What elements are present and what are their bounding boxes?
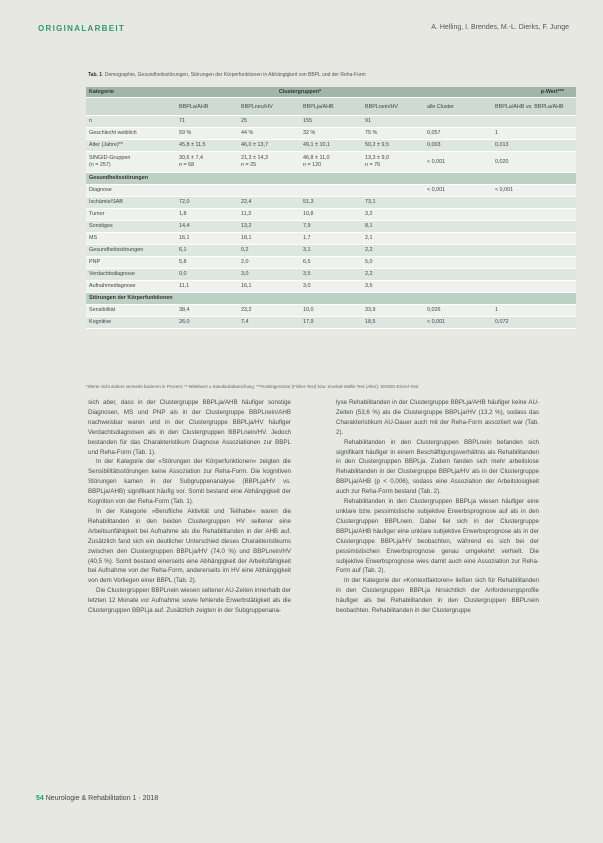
paragraph: In der Kategorie der »Störungen der Körperfunktionen« zeigten die Sensibilitätsstörungen keine Assoziation zur Reha-Form. Die kognitiven Störungen kamen in der Subgruppenanalyse (BBPLja/HV vs. BBPLja/AHB) signifikant häufig vor. Somit bestand eine Abhängigkeit der Kognition von der Reha-Form (Tab. 1). xyxy=(88,458,291,506)
table-cell xyxy=(424,245,492,257)
subheader-cell: BBPLneu/HV xyxy=(238,98,300,116)
table-cell: 45,8 ± 11,5 xyxy=(176,140,238,152)
row-label: MS xyxy=(86,233,176,245)
table-row xyxy=(86,257,576,269)
table-row xyxy=(86,185,576,197)
paragraph: sich aber, dass in der Clustergruppe BBPLja/AHB häufiger sonstige Diagnosen, MS und PNP als in der Clustergruppe BBPLnein/AHB nachweisbar waren und in der Clustergruppe BBPLja/HV häufiger Verdachtsdiagnosen als in den Clustergruppen BBPLnein/HV. Jedoch bestanden für das Charakteristikum Diagnose Assoziationen zur BBPL und Reha-Form (Tab. 1). xyxy=(88,399,291,456)
table-cell: 7,4 xyxy=(238,317,300,329)
authors-line: A. Helling, I. Brendes, M.-L. Dierks, F. Junge xyxy=(431,24,569,31)
table-cell: 18,1 xyxy=(238,233,300,245)
row-label: n xyxy=(86,116,176,128)
table-cell: 71 xyxy=(176,116,238,128)
subheader-cell: alle Cluster xyxy=(424,98,492,116)
table-cell: 33,9 xyxy=(362,305,424,317)
table-cell: 11,1 xyxy=(176,281,238,293)
table-cell: 51,3 xyxy=(300,197,362,209)
table-cell: 8,1 xyxy=(362,221,424,233)
paragraph: Rehabilitanden in den Clustergruppen BBPLja wiesen häufiger eine unklare bzw. pessimistische subjektive Erwerbsprognose auf als in den Clustergruppen BBPLnein. Dabei fiel sich in der Clustergruppe BBPLja/AHB häufiger eine unklare subjektive Erwerbsprognose als in der Clustergruppe BBPLja/HV beobachten, während es sich bei der pessimistischen Erwerbsprognose genau umgekehrt verhielt. Die subjektive Erwerbsprognose wies damit auch eine Assoziation zur Reha-Form auf (Tab. 2). xyxy=(336,498,539,575)
data-table xyxy=(86,87,576,329)
row-label: Störungen der Körperfunktionen xyxy=(86,293,576,305)
table-cell: 16,1 xyxy=(238,281,300,293)
table-cell: 10,8 xyxy=(300,209,362,221)
table-cell: 0,026 xyxy=(424,305,492,317)
table-cell: 3,2 xyxy=(362,209,424,221)
table-cell: < 0,001 xyxy=(492,185,576,197)
table-cell xyxy=(238,185,300,197)
table-cell: 59 % xyxy=(176,128,238,140)
row-label: Sonstiges xyxy=(86,221,176,233)
row-label: Diagnose xyxy=(86,185,176,197)
table-cell: 26,0 xyxy=(176,317,238,329)
table-cell: 46,8 ± 11,0 n = 120 xyxy=(300,152,362,173)
table-cell xyxy=(492,209,576,221)
table-cell: 46,0 ± 13,7 xyxy=(238,140,300,152)
table-row xyxy=(86,305,576,317)
table-cell: 16,1 xyxy=(176,233,238,245)
row-label: PNP xyxy=(86,257,176,269)
table-cell: 73,1 xyxy=(362,197,424,209)
table-cell: 2,2 xyxy=(362,245,424,257)
table-cell: 18,5 xyxy=(362,317,424,329)
table-cell: 75 % xyxy=(362,128,424,140)
table-row xyxy=(86,209,576,221)
body-column-left xyxy=(88,398,291,616)
table-cell: 13,3 ± 9,0 n = 76 xyxy=(362,152,424,173)
table-cell xyxy=(492,257,576,269)
table-row xyxy=(86,221,576,233)
table-cell: 30,6 ± 7,4 n = 68 xyxy=(176,152,238,173)
table-cell: 2,2 xyxy=(362,269,424,281)
table-cell: 5,8 xyxy=(176,257,238,269)
table-cell xyxy=(424,269,492,281)
table-cell: 38,4 xyxy=(176,305,238,317)
paragraph: Die Clustergruppen BBPLnein wiesen seltener AU-Zeiten innerhalb der letzten 12 Monate vor Aufnahme sowie fehlende Erwerbstätigkeit als die Clustergruppen BBPLja auf. Zusätzlich zeigten in der Subgruppenana- xyxy=(88,587,291,615)
table-cell: 91 xyxy=(362,116,424,128)
table-cell: 6,5 xyxy=(300,257,362,269)
page-number: 54 xyxy=(36,795,44,802)
subheader-cell: BBPLa/AHB xyxy=(176,98,238,116)
table-cell xyxy=(424,197,492,209)
table-cell xyxy=(492,233,576,245)
row-label: SINGID-Gruppen (n = 257) xyxy=(86,152,176,173)
table-cell: 6,1 xyxy=(176,245,238,257)
table-cell: 23,2 xyxy=(238,305,300,317)
table-cell: 49,1 ± 10,1 xyxy=(300,140,362,152)
table-cell: 44 % xyxy=(238,128,300,140)
section-label: ORIGINALARBEIT xyxy=(38,24,126,33)
table-caption-text: : Demographie, Gesundheitsstörungen, Störungen der Körperfunktionen in Abhängigkeit von BBPL und der Reha-Form xyxy=(102,72,366,78)
table-row xyxy=(86,197,576,209)
table-cell xyxy=(424,257,492,269)
table-cell: 21,3 ± 14,3 n = 25 xyxy=(238,152,300,173)
row-label: Geschlecht weiblich xyxy=(86,128,176,140)
table-cell: 0,2 xyxy=(238,245,300,257)
table-body xyxy=(86,116,576,329)
table-row xyxy=(86,281,576,293)
row-label: Sensibilität xyxy=(86,305,176,317)
table-cell xyxy=(424,221,492,233)
table-cell: 22,4 xyxy=(238,197,300,209)
table-header-row xyxy=(86,87,576,98)
table-cell: 0,013 xyxy=(492,140,576,152)
table-cell xyxy=(362,185,424,197)
table-row xyxy=(86,140,576,152)
table-cell xyxy=(492,245,576,257)
table-cell: 3,5 xyxy=(300,269,362,281)
table-cell: 7,9 xyxy=(300,221,362,233)
table-cell: 14,4 xyxy=(176,221,238,233)
body-column-right xyxy=(336,398,539,616)
subheader-empty xyxy=(86,98,176,116)
table-cell: 0,003 xyxy=(424,140,492,152)
header-kategorie: Kategorie xyxy=(86,87,176,98)
table-caption xyxy=(88,72,558,78)
table-cell xyxy=(492,269,576,281)
table-cell xyxy=(424,233,492,245)
page-footer xyxy=(36,795,158,802)
table-cell: 11,3 xyxy=(238,209,300,221)
table-cell xyxy=(492,221,576,233)
table-cell xyxy=(424,209,492,221)
table-cell xyxy=(176,185,238,197)
table-row xyxy=(86,116,576,128)
table-cell: 50,2 ± 9,5 xyxy=(362,140,424,152)
paragraph: In der Kategorie »Berufliche Aktivität und Teilhabe« waren die Rehabilitanden in den beiden Clustergruppen HV seltener eine Arbeitsunfähigkeit bei Aufnahme als die Rehabilitanden in der AHB auf. Zusätzlich fand sich ein deutlicher Unterschied dieses Charakteristikums zwischen den Clustergruppen BBPLja/HV (74,0 %) und BBPLnein/HV (40,5 %). Somit bestand einerseits eine Abhängigkeit der Arbeitsfähigkeit bei Aufnahme von der Reha-Form, andererseits im HV eine Abhängigkeit von dem Vorliegen einer BBPL (Tab. 2). xyxy=(88,507,291,585)
table-row xyxy=(86,317,576,329)
table-cell: 2,1 xyxy=(362,233,424,245)
table-row xyxy=(86,128,576,140)
row-label: Alter (Jahre)** xyxy=(86,140,176,152)
table-cell: 1,7 xyxy=(300,233,362,245)
table-section-row xyxy=(86,173,576,185)
table-subheader-row xyxy=(86,98,576,116)
table-cell: 3,5 xyxy=(362,281,424,293)
table-row xyxy=(86,152,576,173)
table-cell xyxy=(300,185,362,197)
table-cell: 0,057 xyxy=(424,128,492,140)
table-section-row xyxy=(86,293,576,305)
table-row xyxy=(86,245,576,257)
table-cell: 13,2 xyxy=(238,221,300,233)
table-cell: 2,0 xyxy=(238,257,300,269)
paragraph: In der Kategorie der »Kontextfaktoren« ließen sich für Rehabilitanden in den Clustergruppen BBPLja hinsichtlich der Anforderungsprofile häufiger als bei Rehabilitanden in den Clustergruppen BBPLnein beobachten. Rehabilitanden in der Clustergruppe xyxy=(336,577,539,615)
table-cell xyxy=(492,116,576,128)
table-footnote: *Werte nicht anders vermerkt basieren in Prozent; ** Mittelwert ± Standardabweichung; ***Kontingenztest (Fisher-Test) bzw. Kruskal-Wallis-Test (Alter); SINGID-Einzel-Test xyxy=(86,384,419,389)
table-cell: 0,072 xyxy=(492,317,576,329)
table-cell: 72,0 xyxy=(176,197,238,209)
table-cell: 1 xyxy=(492,305,576,317)
table-cell: 25 xyxy=(238,116,300,128)
table-cell xyxy=(492,281,576,293)
table-cell: 3,0 xyxy=(300,281,362,293)
table-cell: < 0,001 xyxy=(424,317,492,329)
journal-name: Neurologie & Rehabilitation 1 · 2018 xyxy=(45,795,159,802)
header-clustergruppen: Clustergruppen* xyxy=(176,87,424,98)
row-label: Ischämie/SAB xyxy=(86,197,176,209)
row-label: Tumor xyxy=(86,209,176,221)
subheader-cell: BBPLnein/HV xyxy=(362,98,424,116)
paragraph: lyse Rehabilitanden in der Clustergruppe BBPLja/AHB häufiger keine AU-Zeiten (53,6 %) als die Clustergruppe BBPLja/HV (13,2 %), sodass das Charakteristikum AU-Dauer auch mit der Reha-Form assoziiert war (Tab. 2). xyxy=(336,399,539,436)
table-cell xyxy=(424,116,492,128)
paragraph: Rehabilitanden in den Clustergruppen BBPLnein befanden sich signifikant häufiger in einem Beschäftigungsverhältnis als Rehabilitanden in den Clustergruppen BBPLja. Zudem fanden sich mehr arbeitslose Rehabilitanden in der Clustergruppe BBPLja/HV als in der Clustergruppe BBPLja/AHB (p < 0,006), sodass eine Assoziation der Arbeitslosigkeit auch zur Reha-Form bestand (Tab. 2). xyxy=(336,438,539,496)
row-label: Kognitive xyxy=(86,317,176,329)
table-cell: 155 xyxy=(300,116,362,128)
row-label: Gesundheitsstörungen xyxy=(86,173,576,185)
row-label: Aufnahmediagnose xyxy=(86,281,176,293)
table-cell: 0,020 xyxy=(492,152,576,173)
table-row xyxy=(86,233,576,245)
table-cell: 0,0 xyxy=(176,269,238,281)
table-cell xyxy=(424,281,492,293)
table-cell: < 0,001 xyxy=(424,152,492,173)
table-cell: 1,8 xyxy=(176,209,238,221)
header-p-wert: p-Wert*** xyxy=(424,87,576,98)
table-cell: < 0,001 xyxy=(424,185,492,197)
table-cell: 17,9 xyxy=(300,317,362,329)
table-caption-label: Tab. 1 xyxy=(88,72,103,78)
table-row xyxy=(86,269,576,281)
table-cell: 1 xyxy=(492,128,576,140)
table-cell: 10,0 xyxy=(300,305,362,317)
table-cell: 3,0 xyxy=(238,269,300,281)
table-cell xyxy=(492,197,576,209)
row-label: Verdachtsdiagnose xyxy=(86,269,176,281)
subheader-cell: BBPLa/AHB vs. BBPLa/AHB xyxy=(492,98,576,116)
table-cell: 3,1 xyxy=(300,245,362,257)
table-cell: 5,0 xyxy=(362,257,424,269)
subheader-cell: BBPLja/AHB xyxy=(300,98,362,116)
table-cell: 32 % xyxy=(300,128,362,140)
row-label: Gesundheitsstörungen xyxy=(86,245,176,257)
